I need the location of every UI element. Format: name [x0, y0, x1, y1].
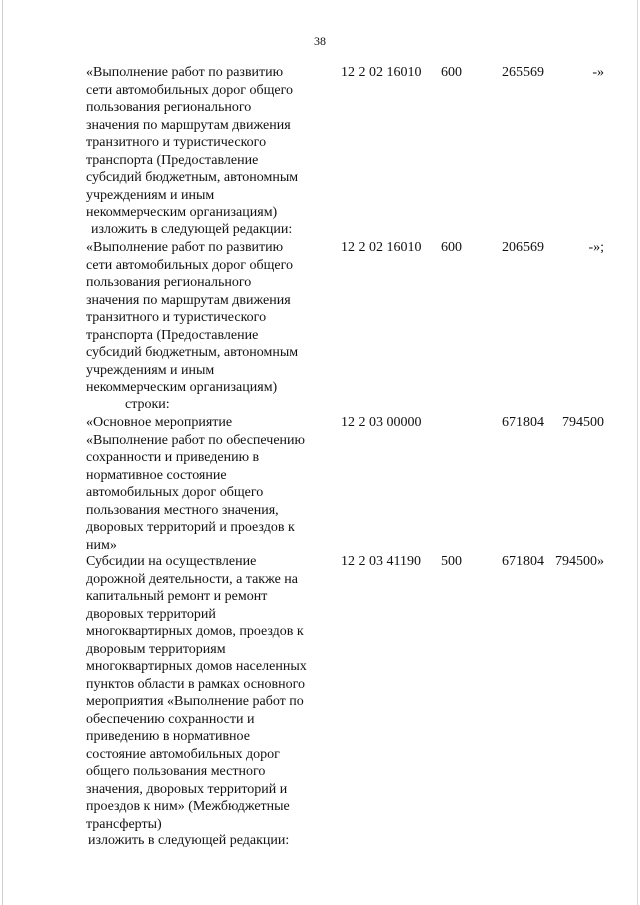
instruction-3: изложить в следующей редакции: — [88, 833, 290, 848]
page-number: 38 — [314, 34, 326, 48]
row-4-value-2: 794500» — [555, 554, 604, 569]
instruction-1: изложить в следующей редакции: — [91, 222, 293, 237]
row-4-code: 12 2 03 41190 — [341, 554, 421, 569]
scan-edge-right — [637, 0, 638, 905]
row-3-description: «Основное мероприятие «Выполнение работ по обеспечению сохранности и приведению в нормативное состояние автомобильных дорог общего пользования местного значения, дворовых территорий и проездов к ним» — [86, 415, 305, 553]
row-2-code: 12 2 02 16010 — [341, 240, 422, 255]
instruction-2: строки: — [125, 397, 170, 412]
scan-edge-left — [2, 0, 3, 905]
row-2-value-1: 206569 — [502, 240, 544, 255]
row-1-value-1: 265569 — [502, 65, 544, 80]
row-4-type: 500 — [441, 554, 462, 569]
row-4-value-1: 671804 — [502, 554, 544, 569]
row-1-code: 12 2 02 16010 — [341, 65, 422, 80]
row-1-type: 600 — [441, 65, 462, 80]
row-2-type: 600 — [441, 240, 462, 255]
row-1-description: «Выполнение работ по развитию сети автомобильных дорог общего пользования регионального значения по маршрутам движения транзитного и туристического транспорта (Предоставление субсидий бюджетным, автономным учреждениям и иным некоммерческим организациям) — [86, 65, 299, 220]
row-1-value-2: -» — [592, 65, 604, 80]
row-4-description: Субсидии на осуществление дорожной деятельности, а также на капитальный ремонт и ремонт дворовых территорий многоквартирных домов, проездов к дворовым территориям многоквартирных домов населенных пунктов области в рамках основного мероприятия «Выполнение работ по обеспечению сохранности и приведению в нормативное состояние автомобильных дорог общего пользования местного значения, дворовых территорий и проездов к ним» (Межбюджетные трансферты) — [86, 554, 307, 832]
row-3-value-2: 794500 — [562, 415, 604, 430]
row-3-value-1: 671804 — [502, 415, 544, 430]
row-3-code: 12 2 03 00000 — [341, 415, 422, 430]
row-2-description: «Выполнение работ по развитию сети автомобильных дорог общего пользования регионального значения по маршрутам движения транзитного и туристического транспорта (Предоставление субсидий бюджетным, автономным учреждениям и иным некоммерческим организациям) — [86, 240, 299, 395]
row-2-value-2: -»; — [588, 240, 604, 255]
